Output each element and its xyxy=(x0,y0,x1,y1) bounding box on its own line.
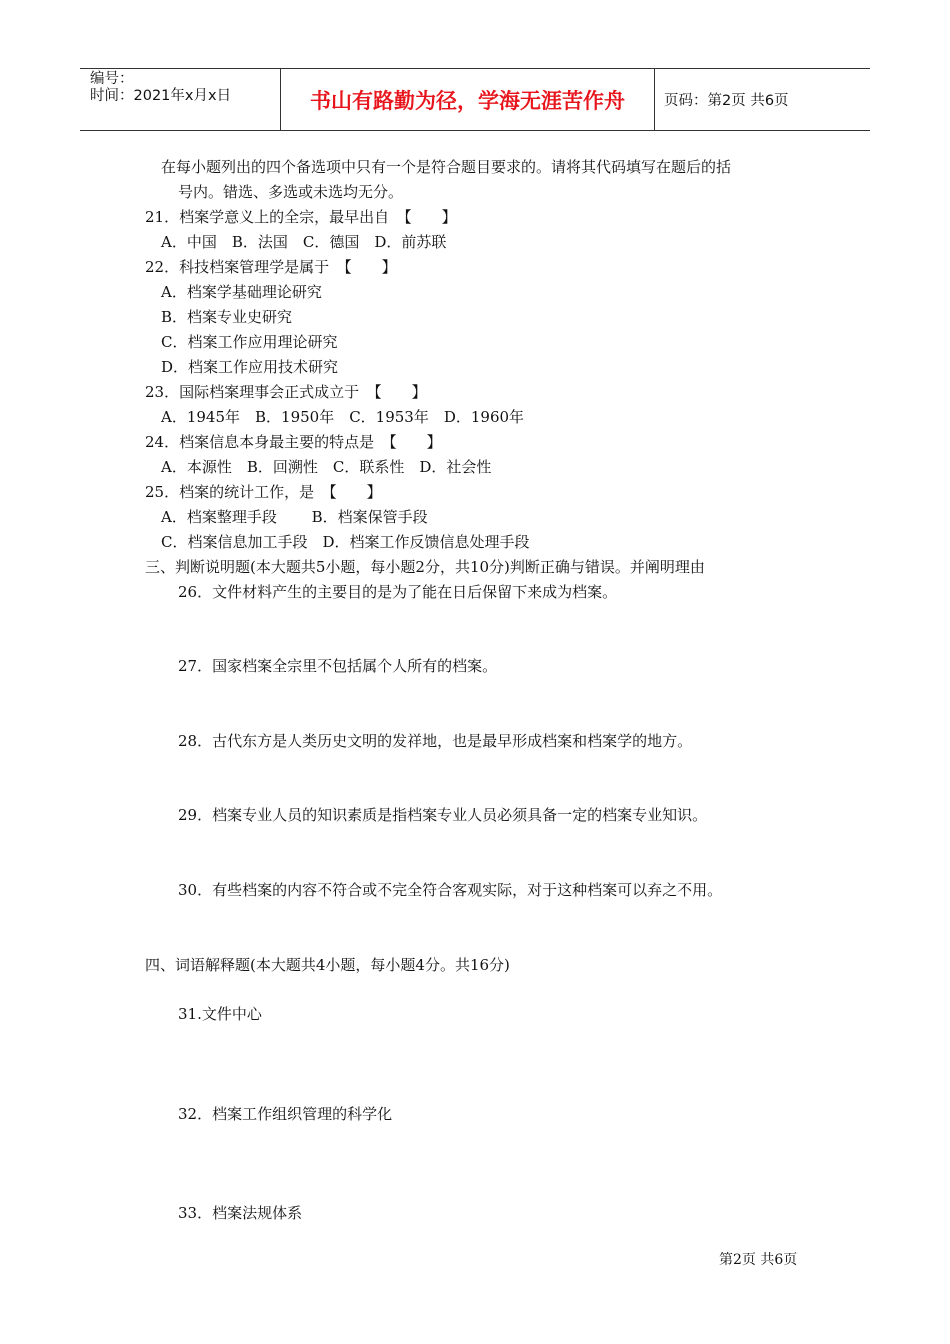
question-24-options: A．本源性 B．回溯性 C．联系性 D．社会性 xyxy=(161,458,492,476)
header-info-cell xyxy=(80,69,281,130)
section-3-title: 三、判断说明题(本大题共5小题，每小题2分，共10分)判断正确与错误。并阐明理由 xyxy=(145,558,705,576)
question-28: 28．古代东方是人类历史文明的发祥地，也是最早形成档案和档案学的地方。 xyxy=(178,732,693,750)
time-label: 时间：2021年x月x日 xyxy=(90,88,232,104)
question-24: 24．档案信息本身最主要的特点是 【 】 xyxy=(145,433,442,451)
question-21: 21．档案学意义上的全宗，最早出自 【 】 xyxy=(145,208,457,226)
question-23-options: A．1945年 B．1950年 C．1953年 D．1960年 xyxy=(161,408,525,426)
question-27: 27．国家档案全宗里不包括属个人所有的档案。 xyxy=(178,657,498,675)
question-26: 26．文件材料产生的主要目的是为了能在日后保留下来成为档案。 xyxy=(178,583,618,601)
question-32: 32．档案工作组织管理的科学化 xyxy=(178,1105,393,1123)
question-22: 22．科技档案管理学是属于 【 】 xyxy=(145,258,397,276)
question-31: 31.文件中心 xyxy=(178,1005,262,1023)
question-25-options-ab: A．档案整理手段 B．档案保管手段 xyxy=(161,508,428,526)
question-22-option-d: D．档案工作应用技术研究 xyxy=(161,358,339,376)
intro-line-1: 在每小题列出的四个备选项中只有一个是符合题目要求的。请将其代码填写在题后的括 xyxy=(161,158,732,176)
header-table xyxy=(80,68,870,131)
page-label: 页码：第2页 共6页 xyxy=(664,93,789,109)
intro-line-2: 号内。错选、多选或未选均无分。 xyxy=(178,183,404,201)
question-22-option-c: C．档案工作应用理论研究 xyxy=(161,333,338,351)
question-25: 25．档案的统计工作，是 【 】 xyxy=(145,483,382,501)
motto: 书山有路勤为径，学海无涯苦作舟 xyxy=(281,69,655,130)
section-4-title: 四、词语解释题(本大题共4小题，每小题4分。共16分) xyxy=(145,956,510,974)
serial-label: 编号： xyxy=(90,71,134,87)
footer-page-number: 第2页 共6页 xyxy=(719,1252,798,1268)
question-22-option-a: A．档案学基础理论研究 xyxy=(161,283,322,301)
question-23: 23．国际档案理事会正式成立于 【 】 xyxy=(145,383,427,401)
question-33: 33．档案法规体系 xyxy=(178,1204,303,1222)
question-30: 30．有些档案的内容不符合或不完全符合客观实际，对于这种档案可以弃之不用。 xyxy=(178,881,723,899)
question-25-options-cd: C．档案信息加工手段 D．档案工作反馈信息处理手段 xyxy=(161,533,530,551)
question-21-options: A．中国 B．法国 C．德国 D．前苏联 xyxy=(161,233,447,251)
question-29: 29．档案专业人员的知识素质是指档案专业人员必须具备一定的档案专业知识。 xyxy=(178,806,708,824)
question-22-option-b: B．档案专业史研究 xyxy=(161,308,293,326)
